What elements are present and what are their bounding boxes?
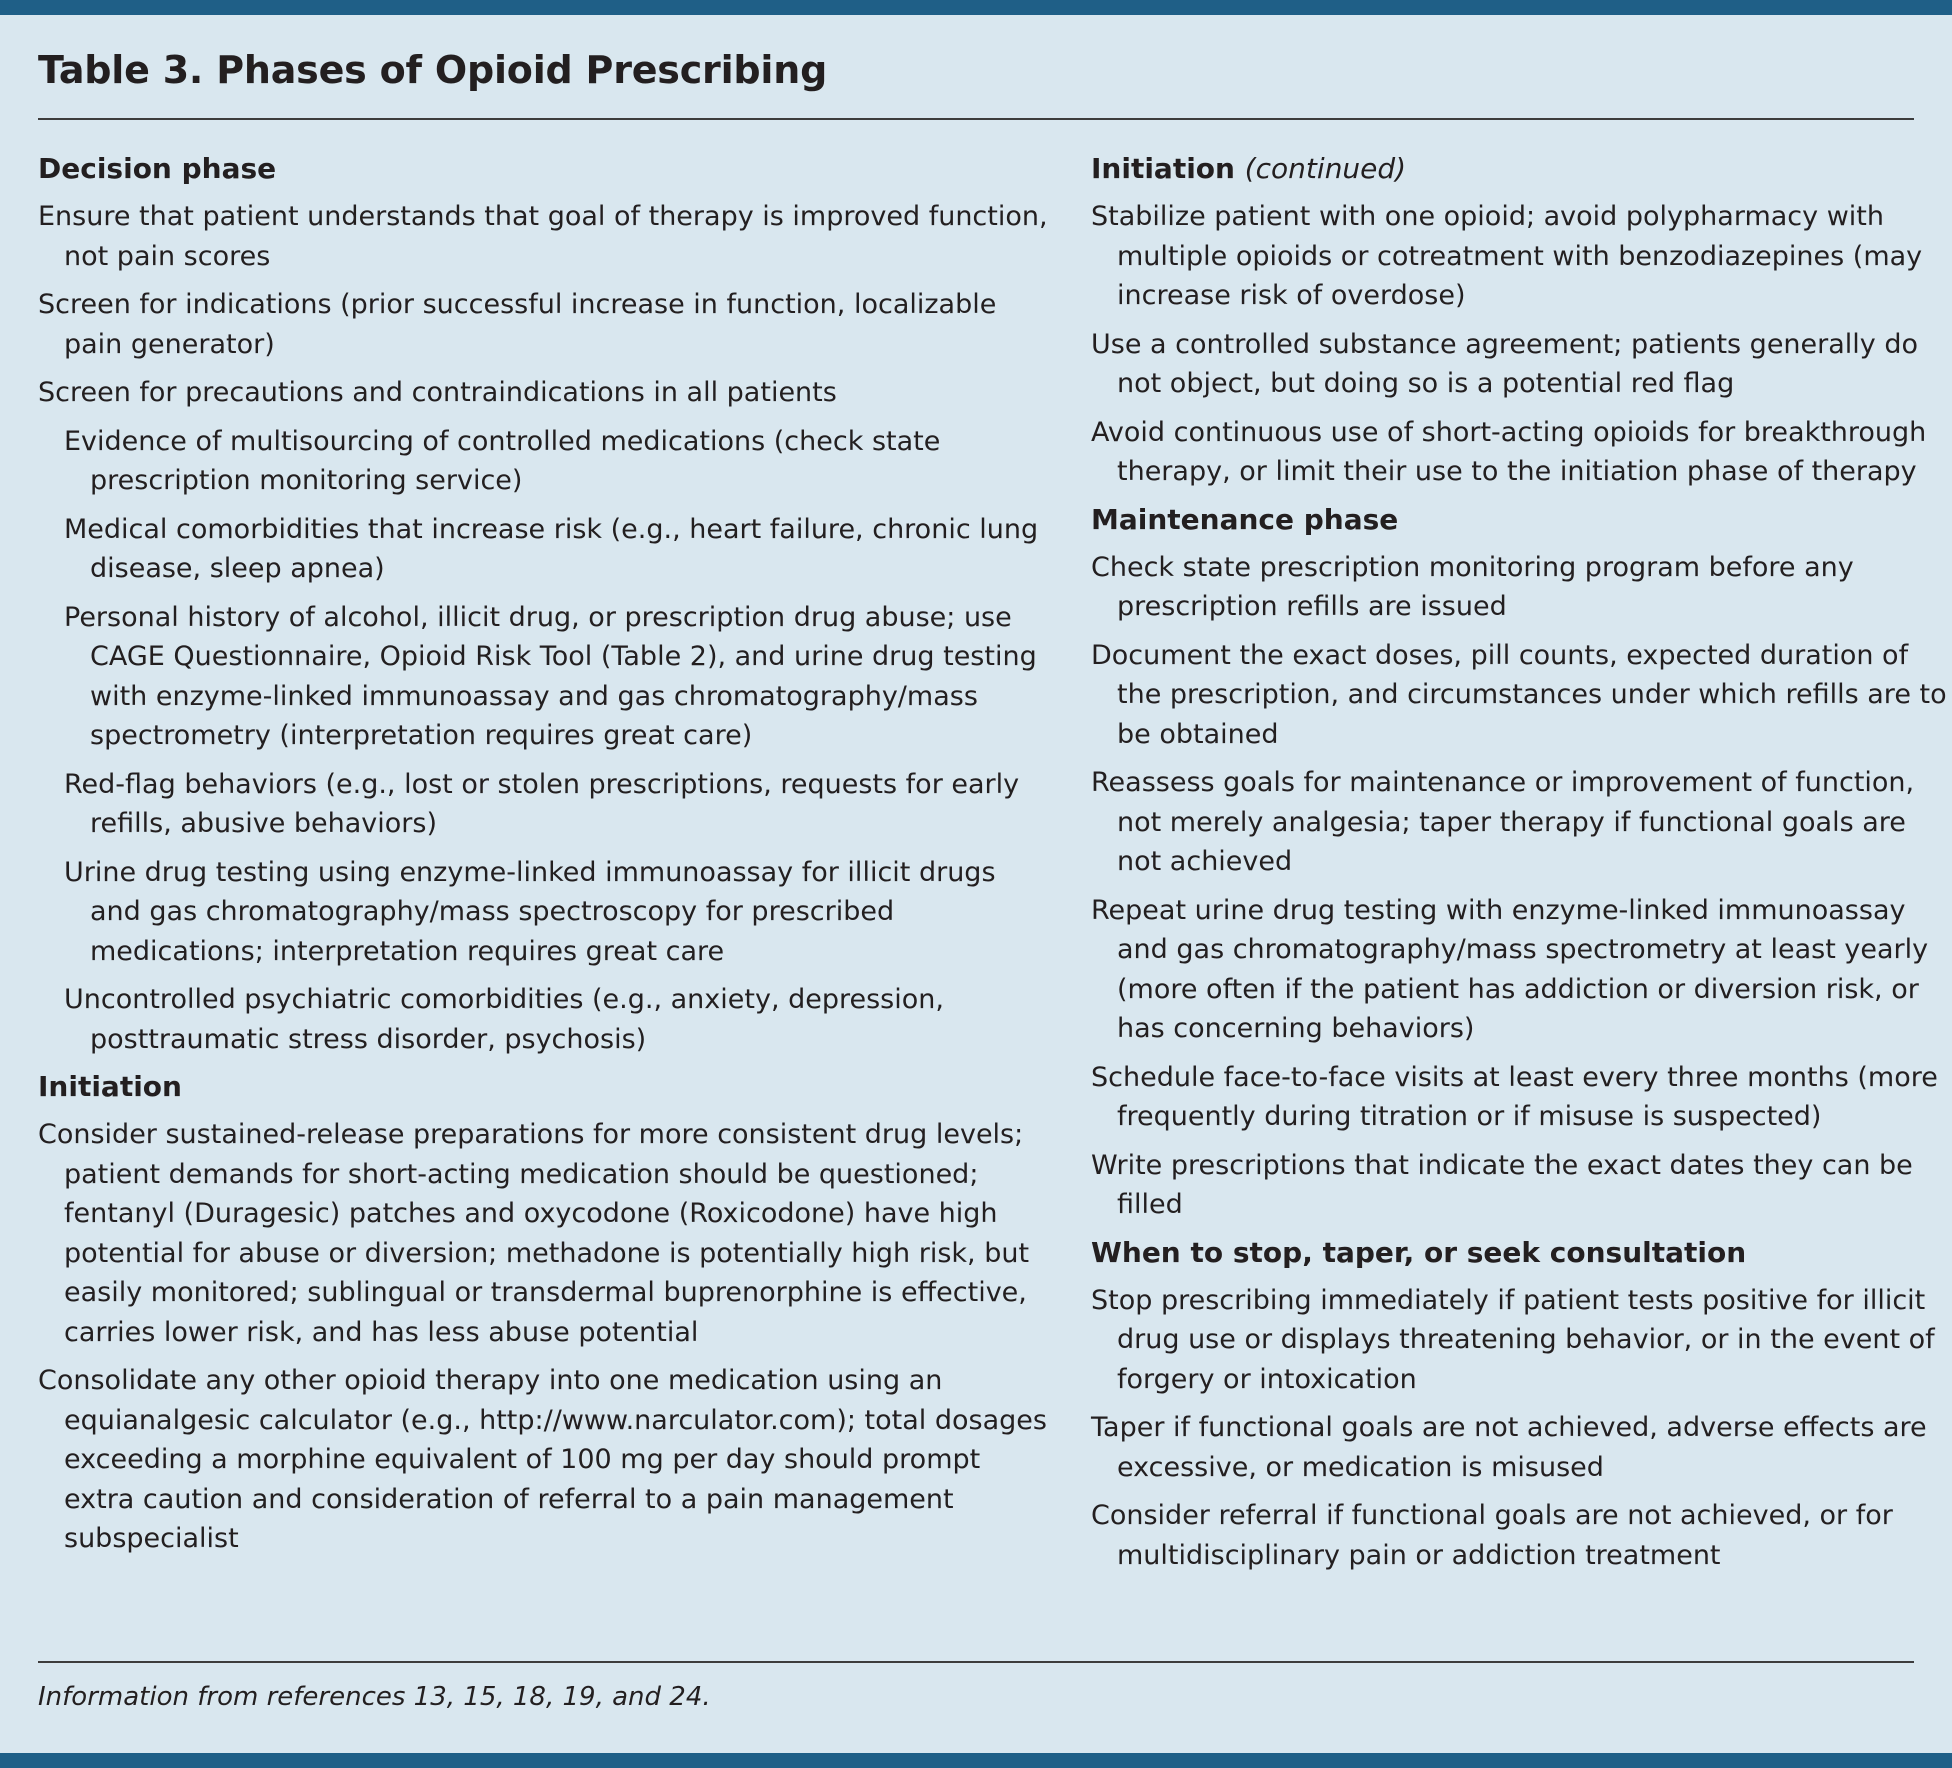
list-item: Check state prescription monitoring program before any prescription refills are issued — [1091, 551, 1854, 622]
continued-label: (continued) — [1244, 152, 1407, 185]
list-item: Consider sustained-release preparations for more consistent drug levels; patient demands for short-acting medication should be questioned; fentanyl (Duragesic) patches and oxycodone (Roxicodone) have high potential for abuse or diversion; methadone is potentially high risk, but easily monitored; sublingual or transdermal buprenorphine is effective, carries lower risk, and has less abuse potential — [38, 1119, 1030, 1348]
list-subitem: Medical comorbidities that increase risk (e.g., heart failure, chronic lung disease, sleep apnea) — [64, 513, 1039, 584]
list-item: Reassess goals for maintenance or improvement of function, not merely analgesia; taper therapy if functional goals are not achieved — [1091, 767, 1915, 877]
stop-taper-heading: When to stop, taper, or seek consultation — [1091, 1235, 1747, 1269]
list-subitem: Urine drug testing using enzyme-linked immunoassay for illicit drugs and gas chromatography/mass spectroscopy for prescribed medications; interpretation requires great care — [64, 856, 996, 967]
right-column — [1091, 150, 1952, 1584]
list-item: Stop prescribing immediately if patient tests positive for illicit drug use or displays threatening behavior, or in the event of forgery or intoxication — [1091, 1284, 1935, 1395]
list-item: Use a controlled substance agreement; patients generally do not object, but doing so is a potential red flag — [1091, 328, 1919, 399]
list-item: Write prescriptions that indicate the exact dates they can be filled — [1091, 1149, 1913, 1220]
table-title: Table 3. Phases of Opioid Prescribing — [38, 48, 828, 92]
decision-phase-heading: Decision phase — [38, 152, 277, 185]
title-divider — [38, 118, 1914, 120]
footer-divider — [38, 1661, 1914, 1663]
bottom-accent-bar — [0, 1753, 1952, 1768]
list-subitem: Red-flag behaviors (e.g., lost or stolen prescriptions, requests for early refills, abusive behaviors) — [64, 768, 1020, 839]
left-column — [38, 150, 1048, 1568]
list-subitem: Uncontrolled psychiatric comorbidities (e.g., anxiety, depression, posttraumatic stress disorder, psychosis) — [64, 984, 944, 1055]
list-item: Consolidate any other opioid therapy into one medication using an equianalgesic calculator (e.g., http://www.narculator.com); total dosages exceeding a morphine equivalent of 100 mg per day should prompt extra caution and consideration of referral to a pain management subspecialist — [38, 1365, 1047, 1554]
list-item: Avoid continuous use of short-acting opioids for breakthrough therapy, or limit their use to the initiation phase of therapy — [1091, 416, 1927, 487]
maintenance-phase-heading: Maintenance phase — [1091, 502, 1399, 536]
initiation-continued-heading — [1091, 150, 1952, 188]
list-subitem: Personal history of alcohol, illicit drug, or prescription drug abuse; use CAGE Questionnaire, Opioid Risk Tool (Table 2), and urine drug testing with enzyme-linked immunoassay and gas chromatography/mass spectrometry (interpretation requires great care) — [64, 601, 1037, 751]
references-note: Information from references 13, 15, 18, 19, and 24. — [38, 1682, 711, 1712]
list-subitem: Evidence of multisourcing of controlled medications (check state prescription monitoring service) — [64, 425, 941, 496]
list-item: Consider referral if functional goals are not achieved, or for multidisciplinary pain or addiction treatment — [1091, 1500, 1893, 1571]
heading-text: Initiation — [1091, 152, 1235, 185]
list-item: Document the exact doses, pill counts, expected duration of the prescription, and circumstances under which refills are to be obtained — [1091, 639, 1947, 750]
list-item: Taper if functional goals are not achieved, adverse effects are excessive, or medication is misused — [1091, 1412, 1927, 1483]
list-item: Schedule face-to-face visits at least every three months (more frequently during titration or if misuse is suspected) — [1091, 1061, 1938, 1132]
initiation-heading: Initiation — [38, 1070, 182, 1103]
list-item: Stabilize patient with one opioid; avoid polypharmacy with multiple opioids or cotreatment with benzodiazepines (may increase risk of overdose) — [1091, 201, 1923, 311]
list-item: Repeat urine drug testing with enzyme-linked immunoassay and gas chromatography/mass spectrometry at least yearly (more often if the patient has addiction or diversion risk, or has concerning behaviors) — [1091, 894, 1929, 1044]
list-item: Screen for precautions and contraindications in all patients — [38, 377, 837, 408]
list-item: Screen for indications (prior successful increase in function, localizable pain generator) — [38, 289, 997, 360]
list-item: Ensure that patient understands that goal of therapy is improved function, not pain scores — [38, 201, 1048, 272]
table-panel — [38, 0, 1947, 1753]
